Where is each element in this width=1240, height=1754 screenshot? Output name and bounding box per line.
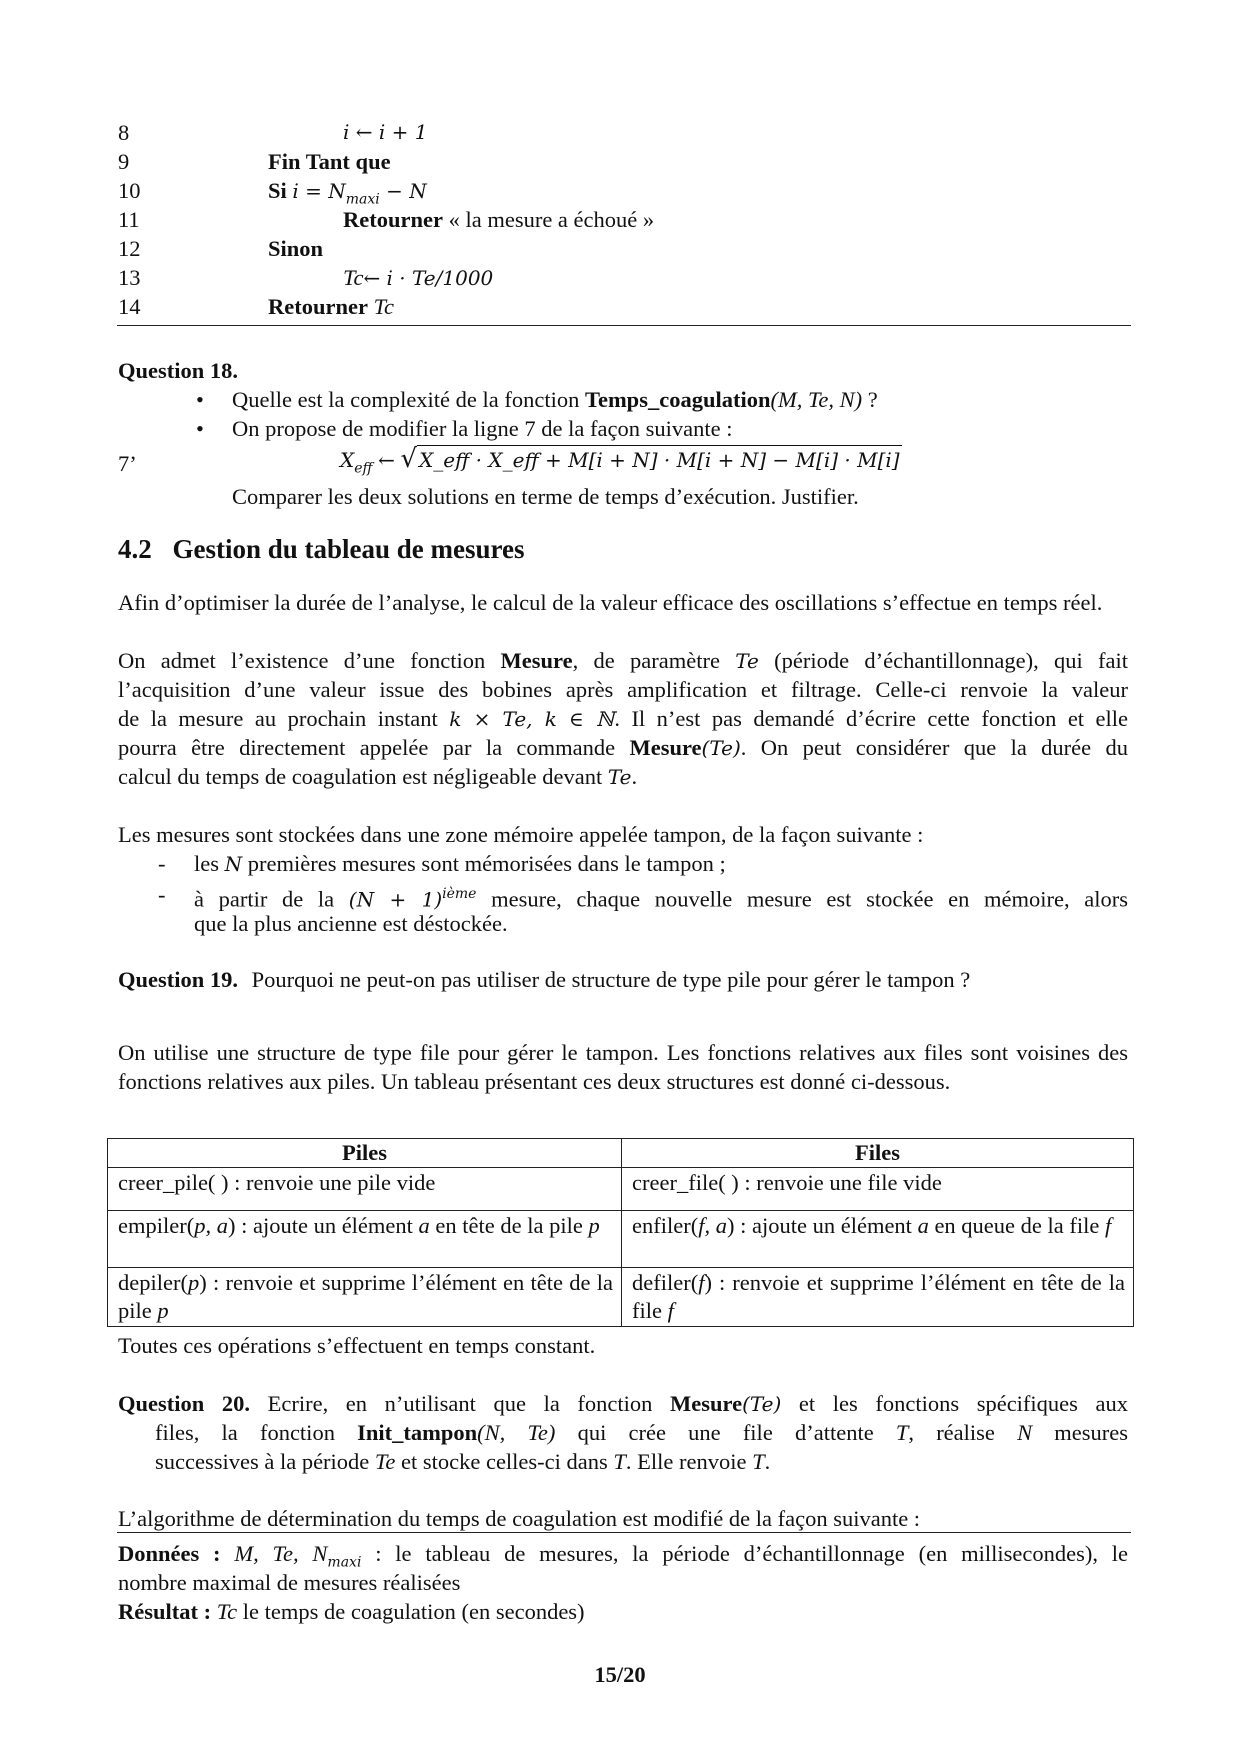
p2-text: .: [631, 764, 638, 789]
q20-text: Ecrire, en n’utilisant que la fonction: [267, 1391, 653, 1416]
question-18-label: Question 18.: [118, 358, 239, 383]
line-number: 10: [118, 178, 141, 203]
section-title: Gestion du tableau de mesures: [172, 534, 525, 564]
algo-line: [118, 147, 1128, 176]
q20-text: qui crée une file d’attente: [577, 1420, 874, 1445]
args: p: [187, 1270, 200, 1295]
function-args: (M, Te, N): [770, 387, 863, 412]
args: f, a: [698, 1213, 727, 1238]
donnees-vars: M, Te, N: [234, 1541, 328, 1566]
function-mesure: Mesure: [670, 1391, 743, 1416]
var-te: Te: [374, 1449, 396, 1474]
algo-line: [118, 176, 1128, 208]
var-p: p: [157, 1298, 169, 1323]
function-mesure: Mesure: [500, 648, 573, 673]
dash-icon: -: [158, 851, 166, 876]
keyword-sinon: Sinon: [268, 236, 324, 261]
item-text: premières mesures sont mémorisées dans le tampon ;: [247, 851, 726, 876]
keyword-retourner: Retourner: [343, 207, 443, 232]
var-a: a: [917, 1213, 929, 1238]
condition-expr-2: − N: [379, 179, 427, 203]
code-increment: i ← i + 1: [343, 120, 428, 144]
assign-expr: ← i · Te/1000: [363, 266, 494, 290]
cell-enfiler: [622, 1211, 1134, 1268]
cell-defiler: [622, 1268, 1134, 1327]
item-text: à partir de la: [194, 886, 335, 912]
q18-bullet-1-text: Quelle est la complexité de la fonction: [232, 387, 580, 412]
question-mark: ?: [862, 387, 878, 412]
modified-formula: [340, 445, 902, 484]
paragraph-mesure-l2: l’acquisition d’une valeur issue des bobines après amplification et filtrage. Celle-ci renvoie la valeur: [118, 677, 1128, 702]
function-args: (N, Te): [477, 1420, 556, 1445]
algo-line: [118, 234, 1128, 263]
paragraph-tampon-intro: Les mesures sont stockées dans une zone mémoire appelée tampon, de la façon suivante :: [118, 822, 924, 847]
condition-sub: maxi: [345, 191, 380, 208]
q20-text: et stocke celles-ci dans: [400, 1449, 608, 1474]
resultat-line: [118, 1597, 585, 1626]
cell-text: ) : renvoie et supprime l’élément en tête de la pile: [118, 1270, 614, 1323]
section-number: 4.2: [118, 534, 152, 564]
donnees-label: Données :: [118, 1541, 221, 1566]
q20-text: successives à la période: [155, 1449, 370, 1474]
dash-item-2: [158, 880, 166, 909]
line-number: 11: [118, 207, 140, 232]
cell-text: ) : renvoie et supprime l’élément en tête de la file: [632, 1270, 1125, 1323]
header-piles: Piles: [108, 1139, 622, 1168]
question-19-text: Pourquoi ne peut-on pas utiliser de structure de type pile pour gérer le tampon ?: [251, 967, 971, 992]
formula-radicand: X_eff · X_eff + M[i + N] · M[i + N] − M[i] · M[i]: [417, 445, 902, 475]
section-heading: [118, 535, 525, 564]
math-n-plus-1: (N + 1): [348, 887, 443, 912]
line-number: 8: [118, 120, 130, 145]
math-instant: k × Te, k ∈ ℕ: [449, 707, 615, 731]
formula-arrow: ←: [378, 448, 395, 472]
func-defiler: defiler(: [632, 1270, 699, 1295]
function-temps-coagulation: Temps_coagulation: [585, 387, 771, 412]
keyword-retourner: Retourner: [268, 294, 368, 319]
page-number: 15/20: [594, 1662, 646, 1687]
p2-text: calcul du temps de coagulation est négligeable devant: [118, 764, 603, 789]
algo-line: [118, 118, 1128, 147]
function-arg: (Te): [742, 1392, 782, 1416]
cell-text: ) : ajoute un élément: [727, 1213, 912, 1238]
donnees-text: : le tableau de mesures, la période d’échantillonnage (en millisecondes), le: [375, 1541, 1129, 1566]
table-note: Toutes ces opérations s’effectuent en temps constant.: [118, 1333, 596, 1358]
var-n: N: [1017, 1420, 1033, 1445]
formula-lhs: X: [340, 448, 355, 472]
piles-files-table: [107, 1138, 1134, 1327]
p2-text: . Il n’est pas demandé d’écrire cette fonction et elle: [614, 706, 1129, 731]
var-a: a: [418, 1213, 430, 1238]
q18-bullet-2-text: On propose de modifier la ligne 7 de la façon suivante :: [232, 416, 733, 441]
cell-depiler: [108, 1268, 622, 1327]
line-number: 13: [118, 265, 141, 290]
bullet-icon: •: [196, 416, 204, 441]
keyword-si: Si: [268, 178, 287, 203]
p2-text: pourra être directement appelée par la commande: [118, 735, 616, 760]
algorithm-end-rule: [117, 325, 1131, 326]
q20-text: mesures: [1054, 1420, 1129, 1445]
p2-text: (période d’échantillonnage), qui fait: [774, 648, 1128, 673]
var-p: p: [588, 1213, 600, 1238]
q18-compare: Comparer les deux solutions en terme de temps d’exécution. Justifier.: [232, 484, 859, 509]
q20-text: . Elle renvoie: [625, 1449, 747, 1474]
algo-line: [118, 205, 1128, 234]
resultat-label: Résultat :: [118, 1599, 212, 1624]
paragraph-mesure-l5: [118, 762, 1128, 792]
cell-text: ) : ajoute un élément: [227, 1213, 413, 1238]
paragraph-mesure-l1: [118, 646, 1128, 676]
donnees-line-2: nombre maximal de mesures réalisées: [118, 1570, 461, 1595]
var-tc: Tc: [373, 294, 395, 319]
paragraph-intro: Afin d’optimiser la durée de l’analyse, le calcul de la valeur efficace des oscillations s’effectue en temps réel.: [118, 590, 1103, 615]
line-number-7prime: 7’: [118, 451, 137, 476]
var-te: Te: [735, 649, 759, 673]
var-t: T: [752, 1449, 765, 1474]
superscript-ieme: ième: [442, 886, 477, 902]
table-row: [108, 1168, 1134, 1211]
func-empiler: empiler(: [118, 1213, 195, 1238]
dash-item-1: [158, 849, 726, 878]
q20-text: , réalise: [908, 1420, 995, 1445]
p2-text: , de paramètre: [572, 648, 720, 673]
function-arg: (Te): [701, 736, 741, 760]
var-tc: Tc: [343, 265, 364, 290]
line-number: 12: [118, 236, 141, 261]
table-header-row: [108, 1139, 1134, 1168]
algorithm-start-rule: [117, 1532, 1131, 1533]
var-f: f: [667, 1298, 674, 1323]
q20-text: et les fonctions spécifiques aux: [798, 1391, 1129, 1416]
header-files: Files: [622, 1139, 1134, 1168]
line-number: 9: [118, 149, 130, 174]
func-depiler: depiler(: [118, 1270, 188, 1295]
bullet-icon: •: [196, 387, 204, 412]
cell-text: en queue de la file: [934, 1213, 1100, 1238]
var-f: f: [1104, 1213, 1112, 1238]
paragraph-mesure-l3: [118, 704, 1128, 734]
q20-text: files, la fonction: [155, 1420, 335, 1445]
cell-creer-file: creer_file( ) : renvoie une file vide: [622, 1168, 1134, 1211]
question-19: [118, 965, 970, 994]
cell-creer-pile: creer_pile( ) : renvoie une pile vide: [108, 1168, 622, 1211]
return-text: « la mesure a échoué »: [448, 207, 655, 232]
args: p, a: [194, 1213, 228, 1238]
question-19-label: Question 19.: [118, 967, 239, 992]
question-20-line-3: [155, 1447, 770, 1476]
dash-item-2-line-2: que la plus ancienne est déstockée.: [194, 911, 508, 936]
formula-lhs-sub: eff: [354, 460, 373, 477]
donnees-sub: maxi: [327, 1554, 362, 1571]
paragraph-algo-modified: L’algorithme de détermination du temps de coagulation est modifié de la façon suivante :: [118, 1506, 921, 1531]
resultat-text: le temps de coagulation (en secondes): [242, 1599, 585, 1624]
q20-text: .: [764, 1449, 771, 1474]
args: f: [698, 1270, 705, 1295]
paragraph-mesure-l4: [118, 733, 1128, 763]
var-t: T: [613, 1449, 626, 1474]
question-20-line-2: [155, 1418, 1128, 1447]
p2-text: . On peut considérer que la durée du: [740, 735, 1128, 760]
algo-line: [118, 263, 1128, 292]
p2-text: de la mesure au prochain instant: [118, 706, 438, 731]
var-n: N: [224, 852, 243, 876]
keyword-fin-tant-que: Fin Tant que: [268, 149, 391, 174]
item-text: les: [194, 851, 219, 876]
var-t: T: [895, 1420, 909, 1445]
algo-line: [118, 292, 1128, 321]
table-row: [108, 1268, 1134, 1327]
question-20-label: Question 20.: [118, 1391, 250, 1416]
table-row: [108, 1211, 1134, 1268]
paragraph-file-intro: On utilise une structure de type file pour gérer le tampon. Les fonctions relatives aux files sont voisines des fonctions relatives aux piles. Un tableau présentant ces deux structures est donné ci-dessous.: [118, 1040, 1128, 1094]
cell-empiler: [108, 1211, 622, 1268]
function-mesure: Mesure: [629, 735, 702, 760]
p2-text: On admet l’existence d’une fonction: [118, 648, 486, 673]
sqrt-sign: √: [400, 444, 418, 474]
var-tc: Tc: [216, 1599, 238, 1624]
function-init-tampon: Init_tampon: [357, 1420, 478, 1445]
dash-icon: -: [158, 882, 166, 907]
var-te: Te: [607, 765, 632, 789]
condition-expr: i = N: [292, 179, 346, 203]
func-enfiler: enfiler(: [632, 1213, 699, 1238]
question-20-line-1: [118, 1389, 1128, 1419]
cell-text: en tête de la pile: [435, 1213, 583, 1238]
line-number: 14: [118, 294, 141, 319]
item-text: mesure, chaque nouvelle mesure est stockée en mémoire, alors: [491, 886, 1129, 912]
